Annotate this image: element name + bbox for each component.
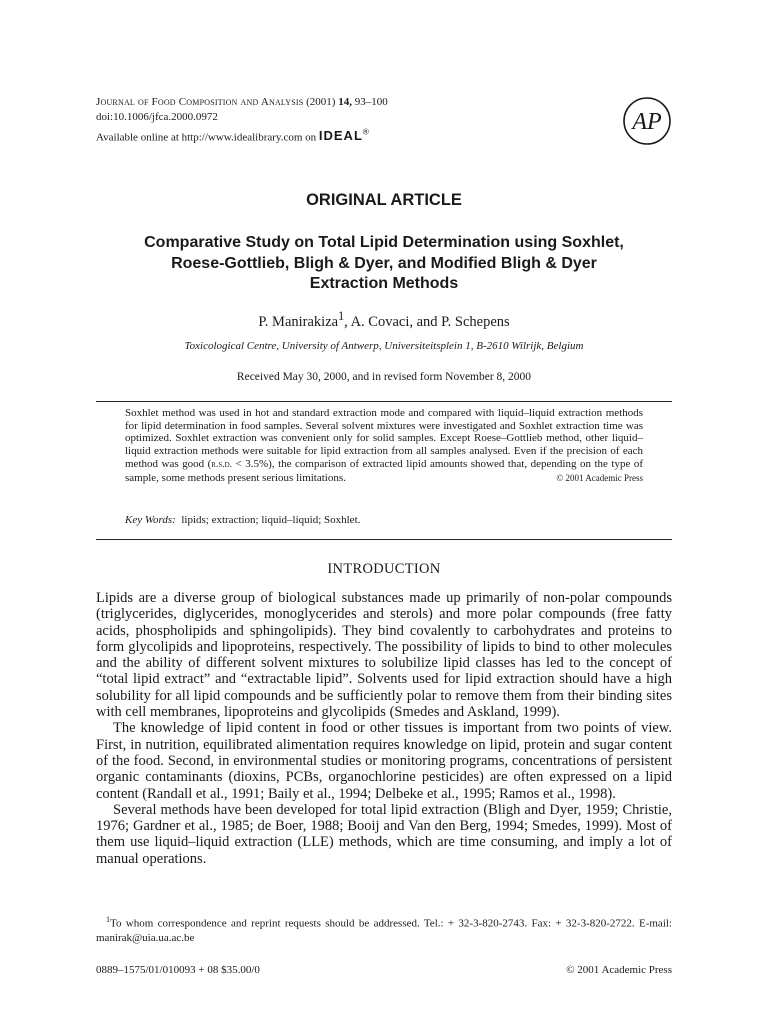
body-text (96, 590, 672, 867)
footnote-text: To whom correspondence and reprint requests should be addressed. Tel.: + 32-3-820-2743. Fax: + 32-3-820-2722. E-mail: manirak@uia.ua.ac.be (96, 917, 672, 944)
citation-line (96, 95, 388, 110)
keywords (125, 514, 360, 526)
section-heading: INTRODUCTION (327, 561, 441, 577)
abstract-bottom-rule (96, 539, 672, 540)
authors (0, 309, 768, 331)
keywords-label: Key Words: (125, 514, 176, 526)
footnote-mark: 1 (106, 915, 110, 924)
abstract-top-rule (96, 401, 672, 402)
page-footer (96, 964, 672, 976)
affiliation: Toxicological Centre, University of Antwerp, Universiteitsplein 1, B-2610 Wilrijk, Belgium (184, 340, 584, 352)
availability-text: Available online at http://www.idealibrary.com on (96, 131, 317, 144)
title-line-1: Comparative Study on Total Lipid Determination using Soxhlet, (144, 234, 624, 251)
author-1: P. Manirakiza (258, 313, 339, 330)
paragraph-3: Several methods have been developed for total lipid extraction (Bligh and Dyer, 1959; Christie, 1976; Gardner et al., 1985; de Boer, 1988; Booij and Van den Berg, 1994; Smedes, 1999). Most of them use liquid–liquid extraction (LLE) methods, which are time consuming, and imply a lot of manual operations. (96, 801, 672, 867)
abstract-copyright: © 2001 Academic Press (556, 472, 643, 483)
journal-header (96, 95, 388, 145)
ideal-registered-mark: ® (362, 128, 370, 137)
paragraph-1: Lipids are a diverse group of biological substances made up primarily of non-polar compounds (triglycerides, diglycerides, monoglycerides and sterols) and more polar compounds (free fatty acids, phospholipids and sphingolipids). They bind covalently to carbohydrates and proteins to form glycolipids and lipoproteins, respectively. The possibility of lipids to bind to other molecules and the ability of different solvent mixtures to solubilize lipid classes has led to the concept of “total lipid extract” and “extractable lipid”. Solvents used for lipid extraction should have a high solubility for all lipid compounds and be sufficiently polar to remove them from their binding sites with cell membranes, lipoproteins and glycolipids (Smedes and Askland, 1999). (96, 590, 672, 721)
journal-name: Journal of Food Composition and Analysis (96, 96, 304, 108)
footer-copyright: © 2001 Academic Press (566, 964, 672, 976)
footnote (96, 913, 672, 945)
abstract-text-b: < 3.5%), the comparison of extracted lipid amounts showed that, depending on the type of sample, some methods present serious limitations. (125, 457, 643, 484)
ideal-logo (319, 128, 370, 143)
title-line-3: Extraction Methods (309, 275, 459, 292)
availability-line (96, 125, 388, 145)
footer-issn: 0889–1575/01/010093 + 08 $35.00/0 (96, 964, 260, 976)
author-footnote-mark: 1 (338, 309, 345, 323)
academic-press-logo (622, 96, 672, 146)
received-dates: Received May 30, 2000, and in revised form November 8, 2000 (236, 371, 532, 383)
article-title (80, 233, 688, 295)
journal-year: (2001) (306, 96, 336, 108)
doi: doi:10.1006/jfca.2000.0972 (96, 111, 218, 123)
title-line-2: Roese-Gottlieb, Bligh & Dyer, and Modified Bligh & Dyer (171, 254, 597, 272)
abstract-rsd: r.s.d. (211, 459, 233, 470)
journal-pages: 93–100 (354, 96, 388, 108)
keywords-value: lipids; extraction; liquid–liquid; Soxhlet. (181, 514, 361, 526)
article-type: ORIGINAL ARTICLE (306, 191, 462, 209)
logo-letters: AP (632, 109, 662, 135)
other-authors: , A. Covaci, and P. Schepens (344, 313, 510, 330)
paragraph-2: The knowledge of lipid content in food or other tissues is important from two points of view. First, in nutrition, equilibrated alimentation requires knowledge on lipid, protein and sugar content of the food. Second, in environmental studies or monitoring programs, concentrations of persistent organic contaminants (dioxins, PCBs, organochlorine pesticides) are often expressed on a lipid content (Randall et al., 1991; Baily et al., 1994; Delbeke et al., 1995; Ramos et al., 1998). (96, 720, 672, 802)
abstract (125, 407, 643, 484)
abstract-text-a: Soxhlet method was used in hot and standard extraction mode and compared with liquid–liquid extraction methods for lipid determination in food samples. Several solvent mixtures were investigated and Soxhlet extraction time was optimized. Soxhlet extraction was convenient only for solid samples. Except Roese–Gottlieb method, other liquid–liquid extraction methods were suitable for lipid extraction from all samples analysed. Even if the precision of each method was good ( (125, 407, 643, 470)
ideal-logo-text: IDEAL (318, 128, 363, 144)
journal-volume: 14, (338, 96, 352, 108)
